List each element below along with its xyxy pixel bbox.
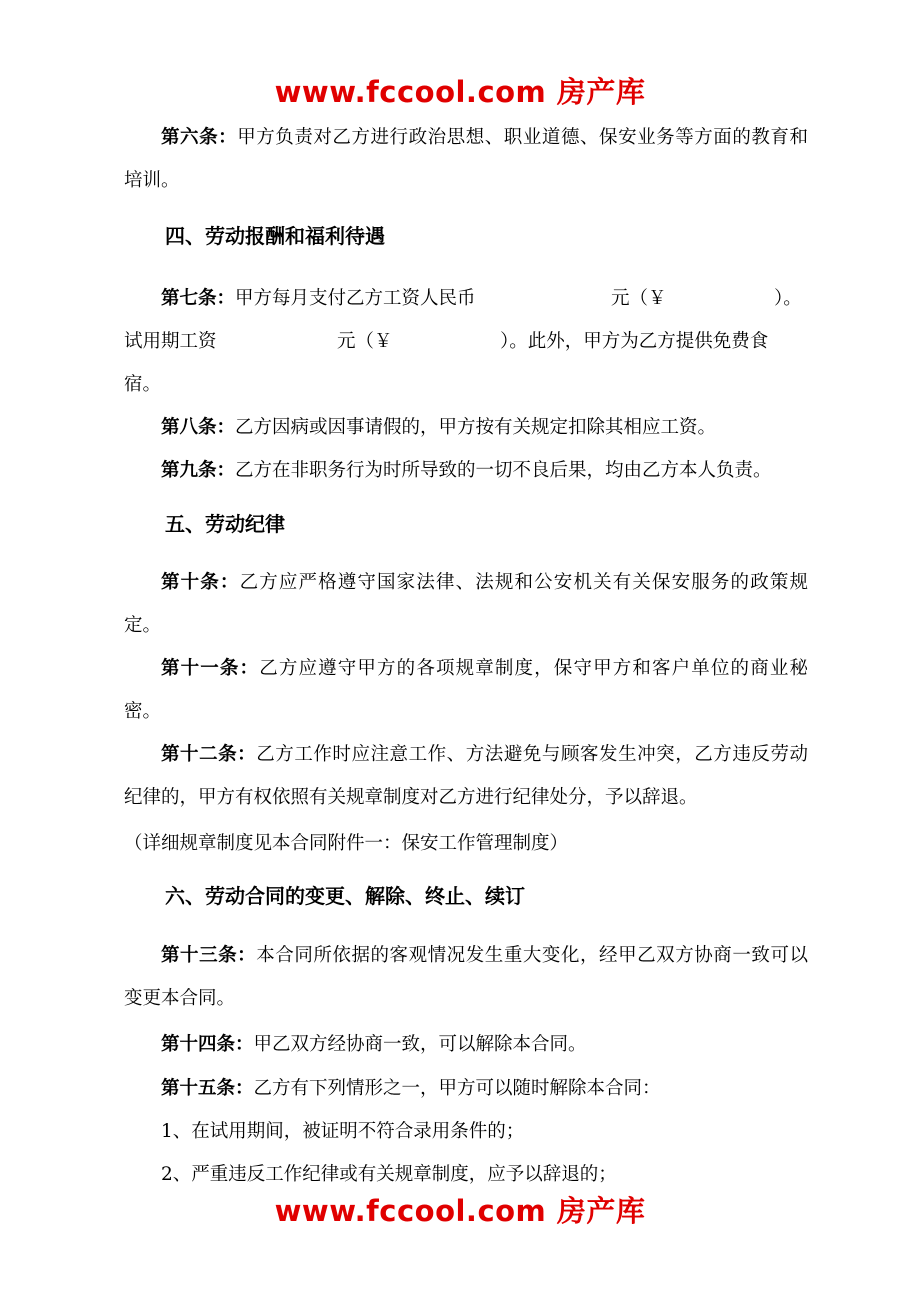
article-15-text: 乙方有下列情形之一，甲方可以随时解除本合同： [253,1078,661,1099]
article-7-text-1: 甲方每月支付乙方工资人民币 [235,288,476,309]
article-11-label: 第十一条： [161,658,260,679]
article-9 [161,456,772,482]
article-7-label: 第七条： [161,288,236,309]
article-10 [124,561,808,647]
article-6-label: 第六条： [161,127,238,148]
article-10-label: 第十条： [161,572,240,593]
article-12-label: 第十二条： [161,744,257,765]
article-7-close-1: ）。 [774,288,802,309]
section-4-heading: 四、劳动报酬和福利待遇 [165,224,385,248]
article-7-yuan-1: 元（￥ [611,288,667,309]
article-6-text: 甲方负责对乙方进行政治思想、职业道德、保安业务等方面的教育和培训。 [124,127,808,191]
article-8 [161,413,716,439]
article-10-text: 乙方应严格遵守国家法律、法规和公安机关有关保安服务的政策规定。 [124,572,808,636]
article-6 [124,116,808,202]
article-13-label: 第十三条： [161,945,257,966]
article-9-text: 乙方在非职务行为时所导致的一切不良后果，均由乙方本人负责。 [235,460,772,481]
article-8-label: 第八条： [161,417,236,438]
article-14-label: 第十四条： [161,1034,254,1055]
article-9-label: 第九条： [161,460,236,481]
section-6-heading: 六、劳动合同的变更、解除、终止、续订 [165,884,525,908]
article-7-rest: ）。此外，甲方为乙方提供免费食 [500,331,769,352]
article-7-line-1 [161,284,476,310]
article-15-label: 第十五条： [161,1078,254,1099]
article-7-probation: 试用期工资 [124,331,217,352]
article-12 [124,733,808,819]
watermark-header: www.fccool.com 房产库 [274,75,646,109]
article-7-yuan-2: 元（￥ [337,331,393,352]
article-12-text: 乙方工作时应注意工作、方法避免与顾客发生冲突，乙方违反劳动纪律的，甲方有权依照有关规章制度对乙方进行纪律处分，予以辞退。 [124,744,808,808]
article-13 [124,934,808,1020]
article-8-text: 乙方因病或因事请假的，甲方按有关规定扣除其相应工资。 [235,417,717,438]
article-13-text: 本合同所依据的客观情况发生重大变化，经甲乙双方协商一致可以变更本合同。 [124,945,808,1009]
watermark-footer: www.fccool.com 房产库 [274,1194,646,1228]
list-item: 2、严重违反工作纪律或有关规章制度，应予以辞退的； [161,1164,617,1185]
regulation-note: （详细规章制度见本合同附件一：保安工作管理制度） [124,833,569,854]
article-14 [161,1030,587,1056]
article-11-text: 乙方应遵守甲方的各项规章制度，保守甲方和客户单位的商业秘密。 [124,658,808,722]
article-14-text: 甲乙双方经协商一致，可以解除本合同。 [253,1034,587,1055]
list-item: 1、在试用期间，被证明不符合录用条件的； [161,1121,525,1142]
article-7-end: 宿。 [124,374,162,395]
article-11 [124,647,808,733]
section-5-heading: 五、劳动纪律 [165,512,285,536]
article-15 [161,1074,661,1100]
